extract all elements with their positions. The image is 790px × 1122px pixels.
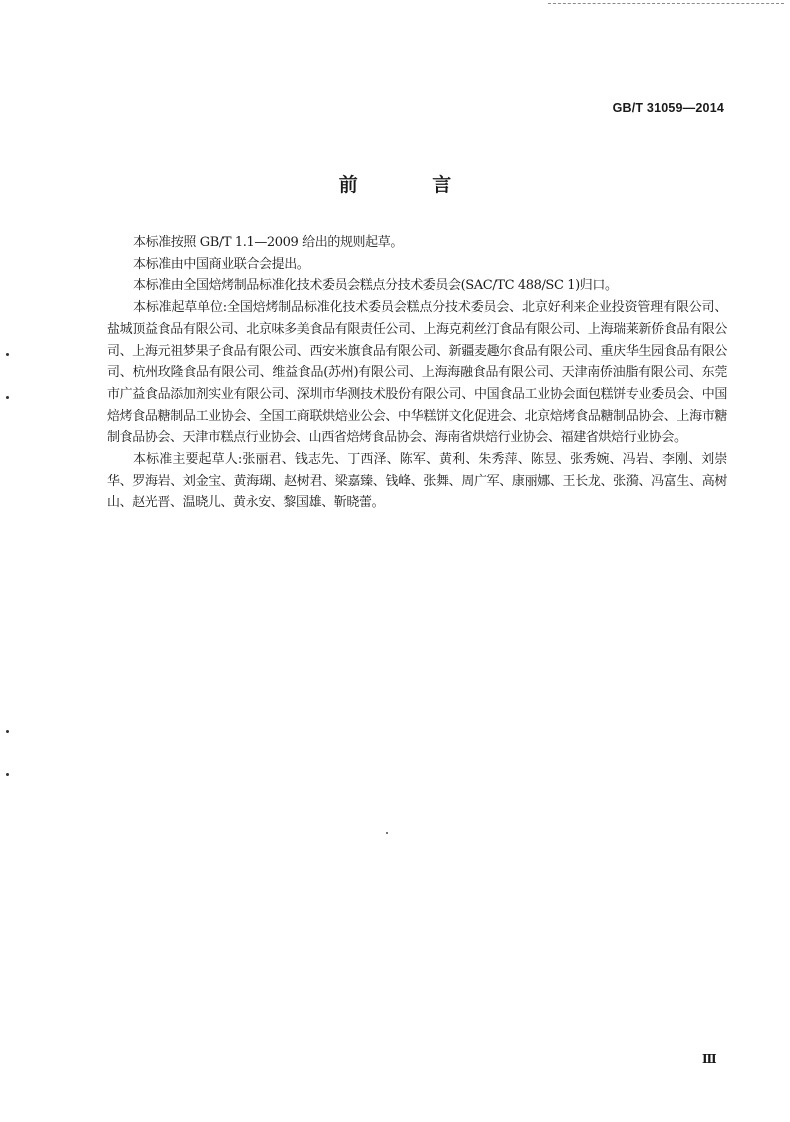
margin-mark	[6, 353, 9, 356]
top-dashed-rule	[548, 3, 784, 4]
scan-speck	[386, 832, 388, 834]
margin-mark	[6, 730, 9, 733]
paragraph-drafting-units: 本标准起草单位:全国焙烤制品标准化技术委员会糕点分技术委员会、北京好利来企业投资管理有限公司、盐城顶益食品有限公司、北京味多美食品有限责任公司、上海克莉丝汀食品有限公司、上海瑞莱新侨食品有限公司、上海元祖梦果子食品有限公司、西安米旗食品有限公司、新疆麦趣尔食品有限公司、重庆华生园食品有限公司、杭州玫隆食品有限公司、维益食品(苏州)有限公司、上海海融食品有限公司、天津南侨油脂有限公司、东莞市广益食品添加剂实业有限公司、深圳市华测技术股份有限公司、中国食品工业协会面包糕饼专业委员会、中国焙烤食品糖制品工业协会、全国工商联烘焙业公会、中华糕饼文化促进会、北京焙烤食品糖制品协会、上海市糖制食品协会、天津市糕点行业协会、山西省焙烤食品协会、海南省烘焙行业协会、福建省烘焙行业协会。	[107, 300, 727, 446]
margin-mark	[6, 773, 9, 776]
paragraph-drafters: 本标准主要起草人:张丽君、钱志先、丁西泽、陈军、黄利、朱秀萍、陈昱、张秀婉、冯岩、李刚、刘崇华、罗海岩、刘金宝、黄海瑚、赵树君、梁嘉臻、钱峰、张舞、周广军、康丽娜、王长龙、张漪、冯富生、高树山、赵光晋、温晓儿、黄永安、黎国雄、靳晓蕾。	[107, 452, 727, 511]
paragraph-drafting-rules: 本标准按照 GB/T 1.1—2009 给出的规则起草。	[133, 235, 403, 250]
paragraph-proposer: 本标准由中国商业联合会提出。	[133, 256, 310, 272]
standard-number: GB/T 31059—2014	[612, 101, 724, 115]
body-text	[107, 232, 727, 514]
page-title: 前 言	[338, 174, 486, 196]
paragraph-responsible-committee: 本标准由全国焙烤制品标准化技术委员会糕点分技术委员会(SAC/TC 488/SC 1)归口。	[133, 278, 618, 294]
margin-mark	[6, 396, 9, 399]
page-number: Ⅲ	[702, 1052, 717, 1066]
